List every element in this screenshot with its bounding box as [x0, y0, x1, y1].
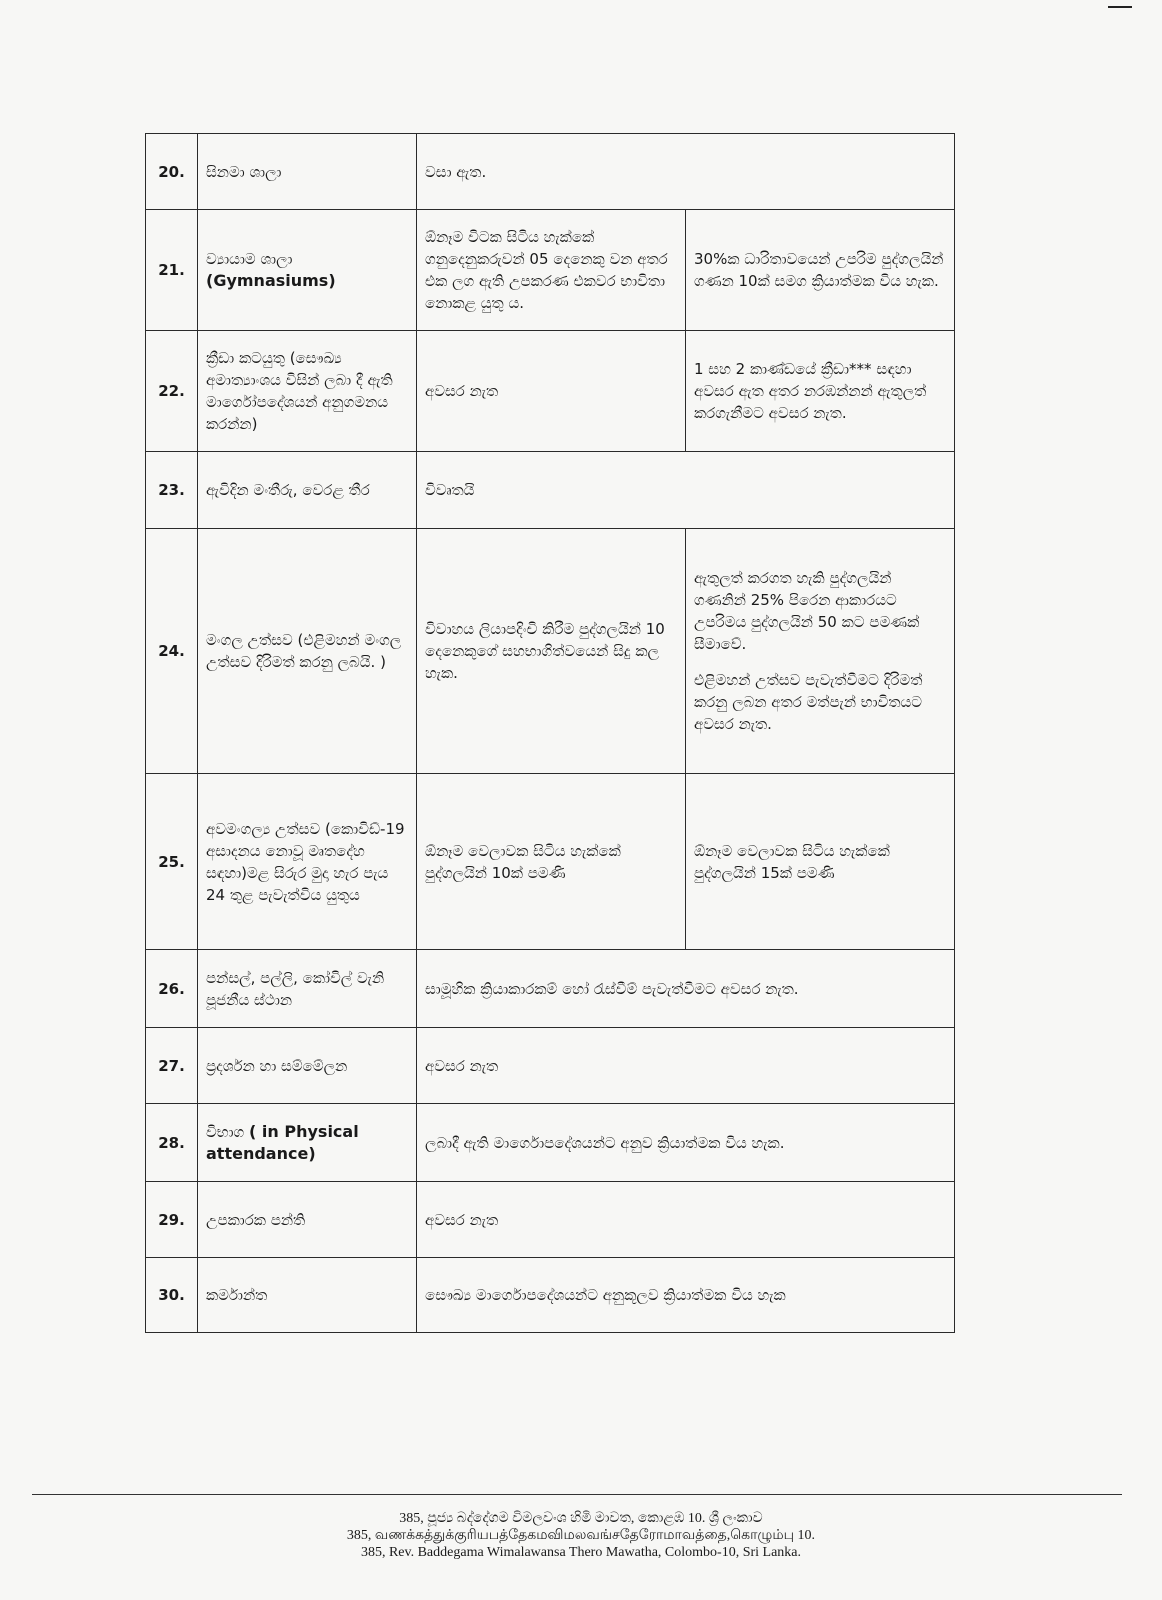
rule-cell: විවෘතයි	[417, 452, 955, 529]
activity-cell: මංගල උත්සව (එළිමහන් මංගල උත්සව දිරිමත් කරනු ලබයි. )	[198, 529, 417, 774]
row-number: 28.	[146, 1104, 198, 1182]
rule-cell-1: ඕනෑම විටක සිටිය හැක්කේ ගනුදෙනුකරුවන් 05 දෙනෙකු වන අතර එක ලග ඇති උපකරණ එකවර භාවිතා නොකළ යුතු ය.	[417, 210, 686, 331]
table-row	[146, 1258, 955, 1333]
activity-cell: සිනමා ශාලා	[198, 134, 417, 210]
rule-cell: සෞඛ්‍ය මාර්ගොපදේශයන්ට අනුකූලව ක්‍රියාත්මක විය හැක	[417, 1258, 955, 1333]
rule-cell-2	[686, 529, 955, 774]
activity-cell: කර්මාන්ත	[198, 1258, 417, 1333]
rule-cell-1: විවාහය ලියාපදිංචි කිරීම පුද්ගලයින් 10 දෙනෙකුගේ සහභාගිත්වයෙන් සිදු කල හැක.	[417, 529, 686, 774]
rule-cell: වසා ඇත.	[417, 134, 955, 210]
activity-text: විභාග	[206, 1122, 245, 1141]
table-row	[146, 529, 955, 774]
footer-address	[0, 1510, 1162, 1561]
footer-divider	[32, 1494, 1122, 1495]
rule-cell: අවසර නැත	[417, 1028, 955, 1104]
row-number: 29.	[146, 1182, 198, 1258]
row-number: 21.	[146, 210, 198, 331]
rule-text-a: ඇතුලත් කරගත හැකි පුද්ගලයින් ගණනින් 25% පිරෙන ආකාරයට උපරිමය පුද්ගලයින් 50 කට පමණක් සීමාවේ.	[694, 569, 920, 653]
table-row	[146, 1104, 955, 1182]
table-row	[146, 1028, 955, 1104]
address-tamil: 385, வணக்கத்துக்குரியபத்தேகமவிமலவங்சதேரோமாவத்தை,கொழும்பு 10.	[346, 1528, 816, 1543]
table-row	[146, 774, 955, 950]
activity-english: (Gymnasiums)	[206, 271, 336, 290]
row-number: 24.	[146, 529, 198, 774]
activity-text: ව්‍යායාම ශාලා	[206, 250, 293, 268]
rule-cell: ලබාදී ඇති මාර්ගොපදේශයන්ට අනුව ක්‍රියාත්මක විය හැක.	[417, 1104, 955, 1182]
rule-text-b: එළිමහන් උත්සව පැවැත්වීමට දිරිමත් කරනු ලබන අතර මත්පැන් භාවිතයට අවසර නැත.	[694, 671, 923, 733]
rule-cell-1: අවසර නැත	[417, 331, 686, 452]
activity-cell: උපකාරක පන්ති	[198, 1182, 417, 1258]
activity-cell: අවමංගල්‍ය උත්සව (කොවිඩ්-19 අසාදනය නොවූ මෘතදේහ සඳහා)මළ සිරුර මුදා හැර පැය 24 තුළ පැවැත්විය යුතුය	[198, 774, 417, 950]
row-number: 23.	[146, 452, 198, 529]
activity-cell: ඇවිදින මංතීරු, වෙරළ තීර	[198, 452, 417, 529]
table-row	[146, 331, 955, 452]
rule-cell: අවසර නැත	[417, 1182, 955, 1258]
rule-cell-2: 1 සහ 2 කාණ්ඩයේ ක්‍රීඩා*** සඳහා අවසර ඇත අතර නරඹන්නන් ඇතුලත් කරගැනීමට අවසර නැත.	[686, 331, 955, 452]
activity-cell: ක්‍රීඩා කටයුතු (සෞඛ්‍ය අමාත්‍යාංශය විසින් ලබා දී ඇති මාර්ගෝපදේශයන් අනුගමනය කරන්න)	[198, 331, 417, 452]
address-english: 385, Rev. Baddegama Wimalawansa Thero Mawatha, Colombo-10, Sri Lanka.	[360, 1545, 802, 1560]
table-row	[146, 452, 955, 529]
rule-cell-2: ඕනෑම වෙලාවක සිටිය හැක්කේ පුද්ගලයින් 15ක් පමණි	[686, 774, 955, 950]
table-row	[146, 210, 955, 331]
row-number: 20.	[146, 134, 198, 210]
table-row	[146, 134, 955, 210]
row-number: 22.	[146, 331, 198, 452]
rule-cell-1: ඕනෑම වෙලාවක සිටිය හැක්කේ පුද්ගලයින් 10ක් පමණි	[417, 774, 686, 950]
guidelines-table	[145, 133, 955, 1333]
corner-mark	[1108, 6, 1132, 8]
activity-english: ( in Physical attendance)	[206, 1121, 359, 1163]
table-row	[146, 950, 955, 1028]
rule-cell: සාමූහික ක්‍රියාකාරකම් හෝ රැස්වීම් පැවැත්වීමට අවසර නැත.	[417, 950, 955, 1028]
row-number: 25.	[146, 774, 198, 950]
activity-cell	[198, 210, 417, 331]
activity-cell: පන්සල්, පල්ලි, කෝවිල් වැනි පූජනීය ස්ථාන	[198, 950, 417, 1028]
row-number: 27.	[146, 1028, 198, 1104]
row-number: 30.	[146, 1258, 198, 1333]
address-sinhala: 385, පූජ්‍ය බද්දේගම විමලවංශ හිමි මාවත, කොළඹ 10. ශ්‍රී ලංකාව	[399, 1511, 763, 1526]
row-number: 26.	[146, 950, 198, 1028]
activity-cell	[198, 1104, 417, 1182]
activity-cell: ප්‍රදර්ශන හා සම්මේලන	[198, 1028, 417, 1104]
table-row	[146, 1182, 955, 1258]
rule-cell-2: 30%ක ධාරිතාවයෙන් උපරිම පුද්ගලයින් ගණන 10ක් සමග ක්‍රියාත්මක විය හැක.	[686, 210, 955, 331]
